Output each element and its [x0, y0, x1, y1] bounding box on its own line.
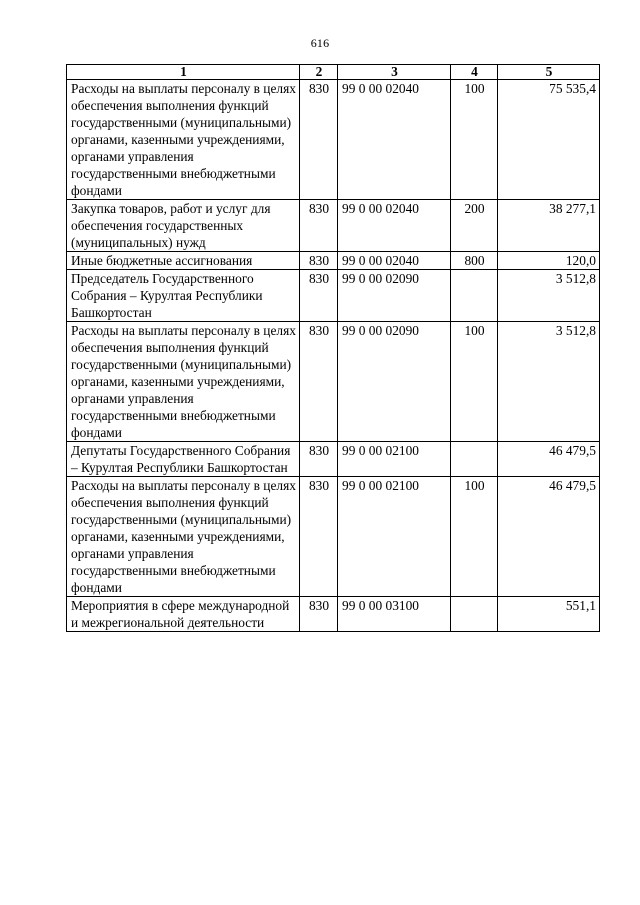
row-target-code: 99 0 00 03100: [338, 597, 451, 632]
row-name: Иные бюджетные ассигнования: [67, 252, 300, 270]
row-expense-type: 800: [451, 252, 498, 270]
row-target-code: 99 0 00 02040: [338, 80, 451, 200]
row-admin-code: 830: [300, 270, 338, 322]
table-row: [67, 477, 600, 597]
row-name: Председатель Государственного Собрания – Курултая Республики Башкортостан: [67, 270, 300, 322]
header-col-5: 5: [498, 65, 600, 80]
row-expense-type: 100: [451, 80, 498, 200]
row-admin-code: 830: [300, 252, 338, 270]
row-name: Расходы на выплаты персоналу в целях обеспечения выполнения функций государственными (муниципальными) органами, казенными учреждениями, органами управления государственными внебюджетными фондами: [67, 477, 300, 597]
header-col-3: 3: [338, 65, 451, 80]
budget-table: [66, 64, 600, 632]
table-row: [67, 252, 600, 270]
row-amount: 3 512,8: [498, 270, 600, 322]
table-row: [67, 322, 600, 442]
row-name: Мероприятия в сфере международной и межрегиональной деятельности: [67, 597, 300, 632]
row-expense-type: 200: [451, 200, 498, 252]
row-amount: 46 479,5: [498, 477, 600, 597]
page-number: 616: [310, 36, 330, 50]
table-row: [67, 442, 600, 477]
row-name: Закупка товаров, работ и услуг для обеспечения государственных (муниципальных) нужд: [67, 200, 300, 252]
table-body: [67, 80, 600, 632]
row-amount: 120,0: [498, 252, 600, 270]
row-target-code: 99 0 00 02040: [338, 200, 451, 252]
row-expense-type: [451, 597, 498, 632]
row-amount: 3 512,8: [498, 322, 600, 442]
row-name: Расходы на выплаты персоналу в целях обеспечения выполнения функций государственными (муниципальными) органами, казенными учреждениями, органами управления государственными внебюджетными фондами: [67, 80, 300, 200]
row-admin-code: 830: [300, 200, 338, 252]
table-row: [67, 200, 600, 252]
row-name: Расходы на выплаты персоналу в целях обеспечения выполнения функций государственными (муниципальными) органами, казенными учреждениями, органами управления государственными внебюджетными фондами: [67, 322, 300, 442]
table-row: [67, 597, 600, 632]
header-col-4: 4: [451, 65, 498, 80]
row-expense-type: 100: [451, 477, 498, 597]
row-admin-code: 830: [300, 322, 338, 442]
row-expense-type: [451, 442, 498, 477]
table-row: [67, 270, 600, 322]
row-expense-type: [451, 270, 498, 322]
row-amount: 38 277,1: [498, 200, 600, 252]
header-col-2: 2: [300, 65, 338, 80]
row-target-code: 99 0 00 02100: [338, 477, 451, 597]
row-amount: 46 479,5: [498, 442, 600, 477]
table-header: [67, 65, 600, 80]
row-target-code: 99 0 00 02040: [338, 252, 451, 270]
table-row: [67, 80, 600, 200]
row-admin-code: 830: [300, 442, 338, 477]
header-col-1: 1: [67, 65, 300, 80]
row-admin-code: 830: [300, 477, 338, 597]
row-expense-type: 100: [451, 322, 498, 442]
row-amount: 551,1: [498, 597, 600, 632]
row-target-code: 99 0 00 02090: [338, 322, 451, 442]
row-admin-code: 830: [300, 80, 338, 200]
row-name: Депутаты Государственного Собрания – Курултая Республики Башкортостан: [67, 442, 300, 477]
row-admin-code: 830: [300, 597, 338, 632]
row-amount: 75 535,4: [498, 80, 600, 200]
row-target-code: 99 0 00 02090: [338, 270, 451, 322]
row-target-code: 99 0 00 02100: [338, 442, 451, 477]
header-row: [67, 65, 600, 80]
